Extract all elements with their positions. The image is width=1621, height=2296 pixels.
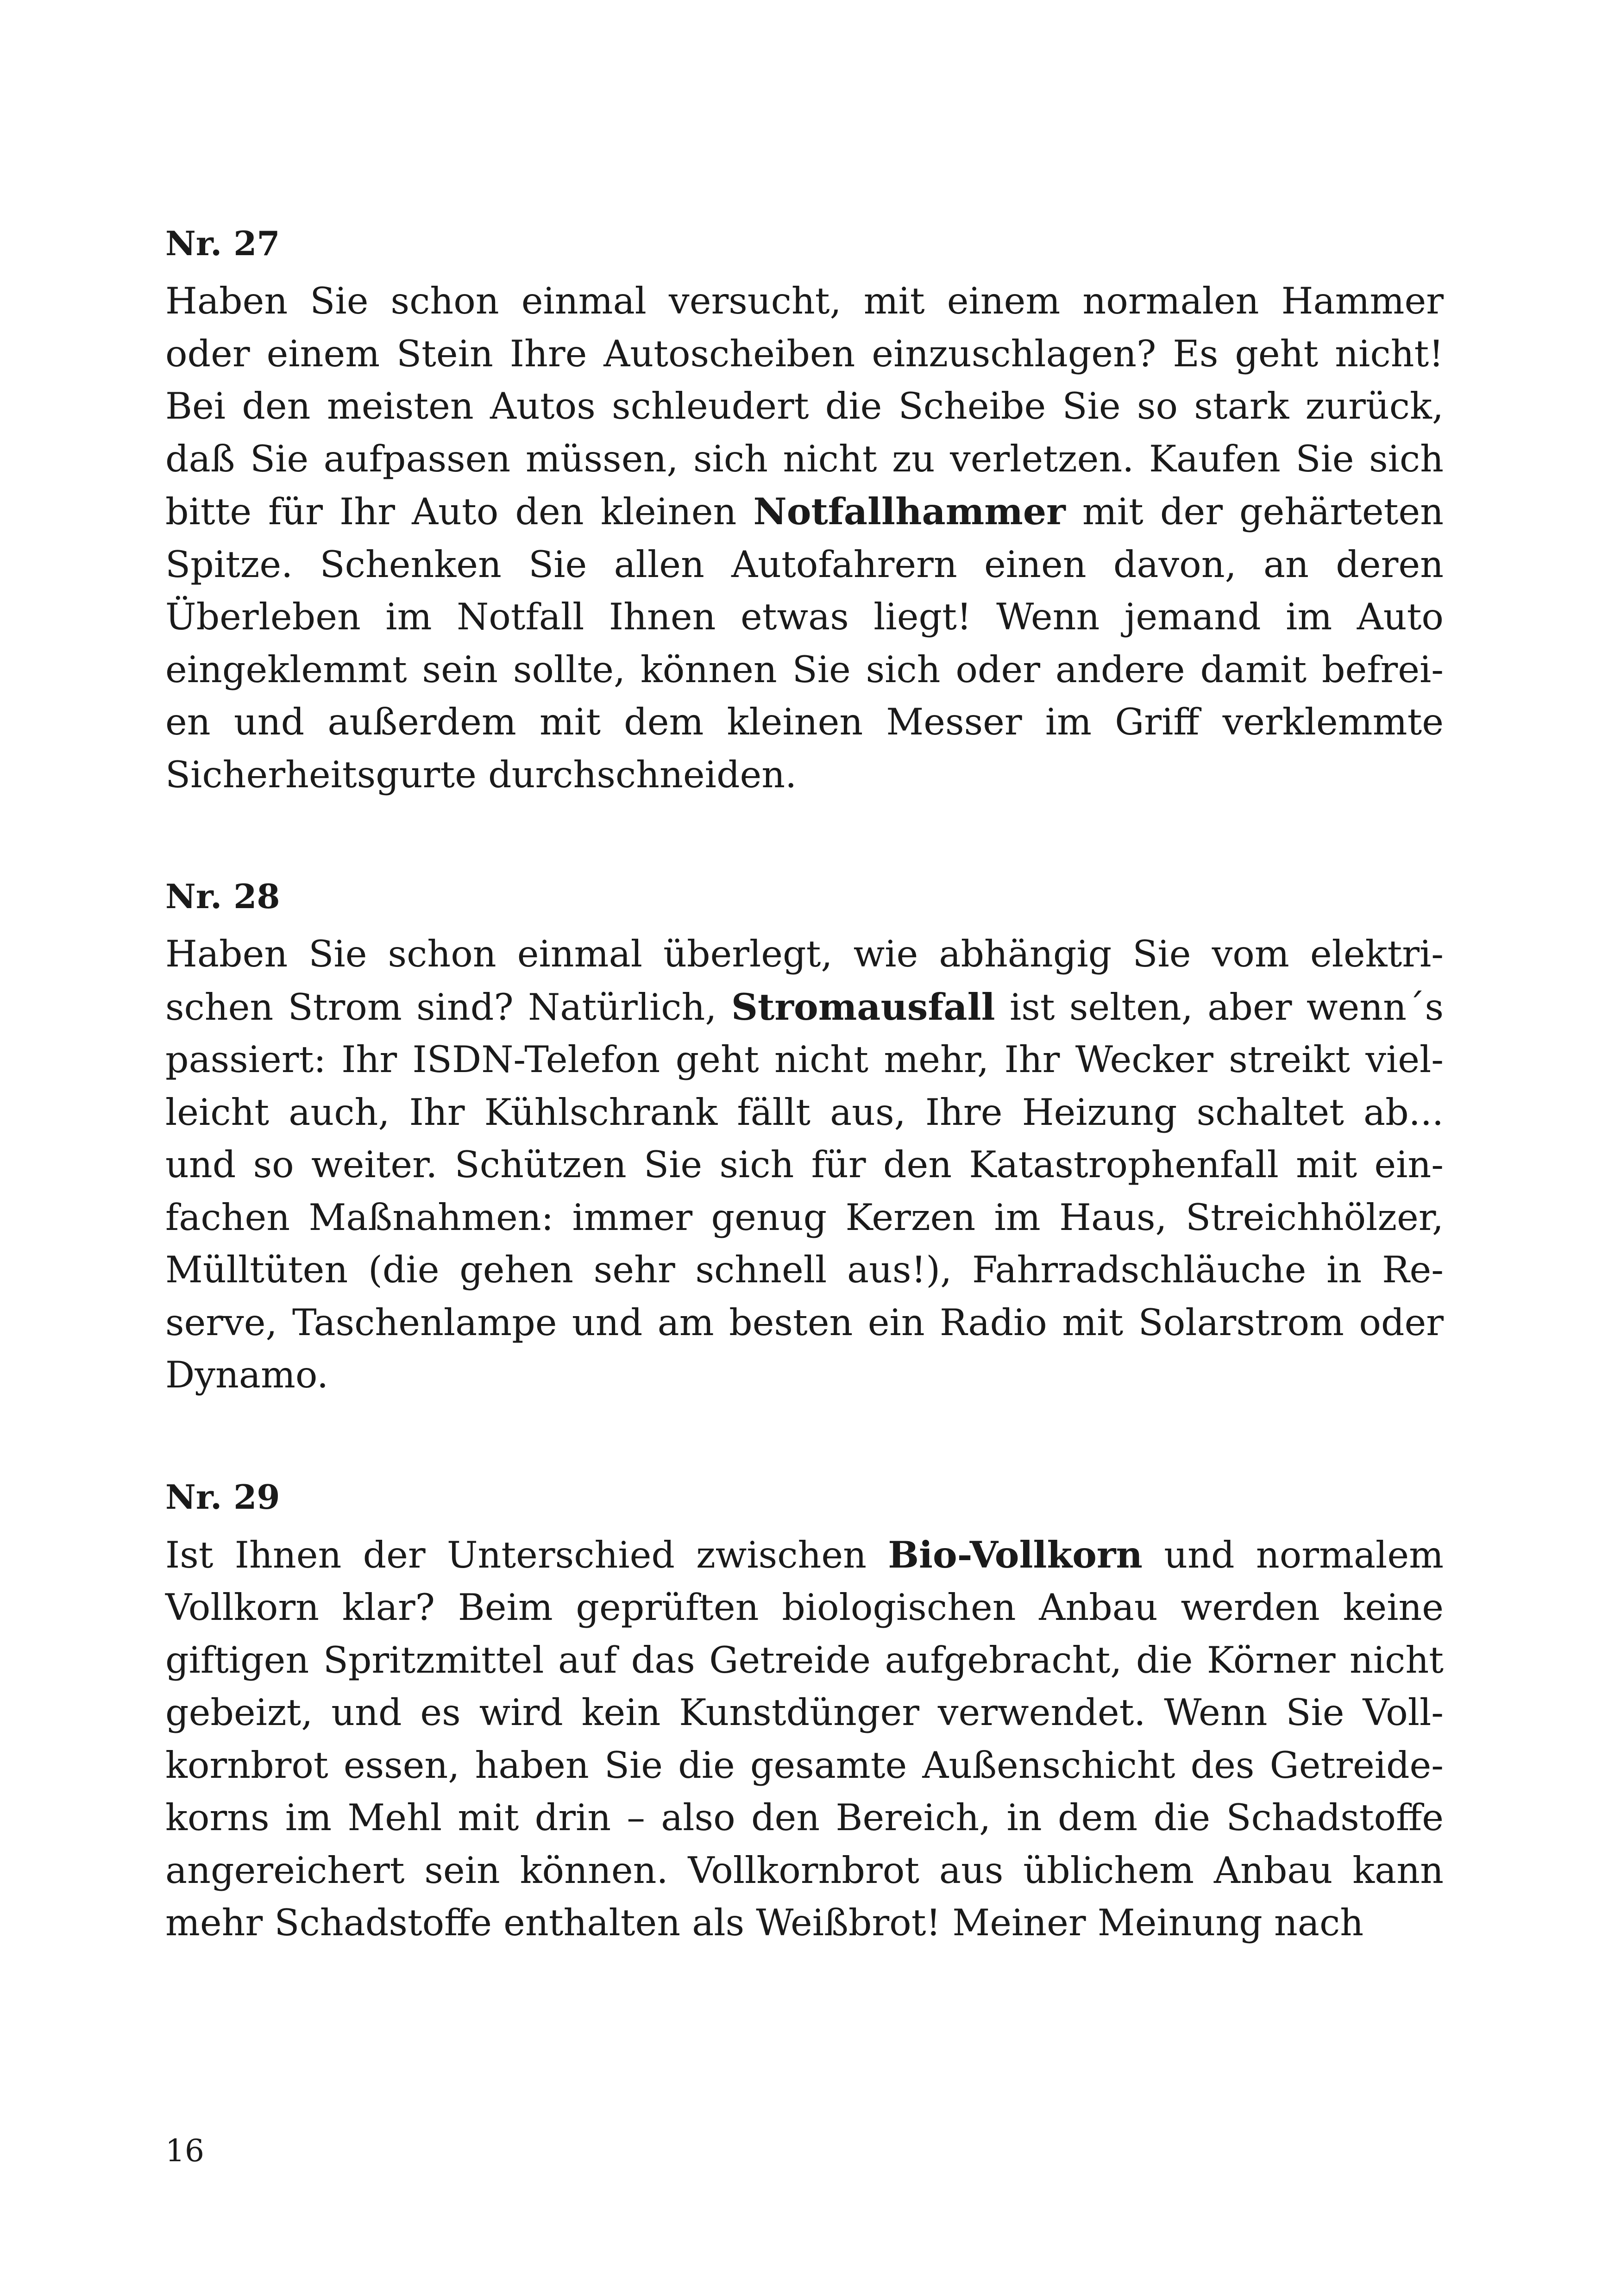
entry-28	[165, 871, 1444, 1402]
bold-term: Stromausfall	[731, 985, 995, 1029]
entry-body	[165, 275, 1444, 801]
entry-27	[165, 218, 1444, 801]
entry-heading: Nr. 28	[165, 877, 280, 916]
bold-term: Notfallhammer	[753, 490, 1066, 533]
body-text: Ist Ihnen der Unterschied zwischen	[165, 1533, 888, 1576]
bold-term: Bio-Vollkorn	[888, 1533, 1143, 1576]
entry-body	[165, 928, 1444, 1402]
body-text: ist selten, aber wenn´s passiert: Ihr ISDN-Telefon geht nicht mehr, Ihr Wecker streikt vielleicht auch, Ihr Kühlschrank fällt aus, Ihre Heizung schaltet ab... und so weiter. Schützen Sie sich für den Katastrophenfall mit einfachen Maßnahmen: immer genug Kerzen im Haus, Streichhölzer, Mülltüten (die gehen sehr schnell aus!), Fahrradschläuche in Reserve, Taschenlampe und am besten ein Radio mit Solarstrom oder Dynamo.	[165, 985, 1444, 1396]
body-text: mit der gehärteten Spitze. Schenken Sie allen Autofahrern einen davon, an deren Überleben im Notfall Ihnen etwas liegt! Wenn jemand im Auto eingeklemmt sein sollte, können Sie sich oder andere damit befreien und außerdem mit dem kleinen Messer im Griff verklemmte Sicherheitsgurte durchschneiden.	[165, 490, 1444, 796]
entry-body	[165, 1529, 1444, 1950]
entry-29	[165, 1471, 1444, 1950]
body-text: Haben Sie schon einmal überlegt, wie abhängig Sie vom elektrischen Strom sind? Natürlich,	[165, 933, 1444, 1029]
page-number: 16	[165, 2133, 204, 2169]
page-content	[165, 218, 1444, 2019]
body-text: und normalem Vollkorn klar? Beim geprüften biologischen Anbau werden keine giftigen Spritzmittel auf das Getreide aufgebracht, die Körner nicht gebeizt, und es wird kein Kunstdünger verwendet. Wenn Sie Vollkornbrot essen, haben Sie die gesamte Außenschicht des Getreidekorns im Mehl mit drin – also den Bereich, in dem die Schadstoffe angereichert sein können. Vollkornbrot aus üblichem Anbau kann mehr Schadstoffe enthalten als Weißbrot! Meiner Meinung nach	[165, 1533, 1444, 1944]
entry-heading: Nr. 27	[165, 224, 280, 263]
body-text: Haben Sie schon einmal versucht, mit einem normalen Hammer oder einem Stein Ihre Autoscheiben einzuschlagen? Es geht nicht! Bei den meisten Autos schleudert die Scheibe Sie so stark zurück, daß Sie aufpassen müssen, sich nicht zu verletzen. Kaufen Sie sich bitte für Ihr Auto den kleinen	[165, 280, 1444, 533]
entry-heading: Nr. 29	[165, 1477, 280, 1517]
